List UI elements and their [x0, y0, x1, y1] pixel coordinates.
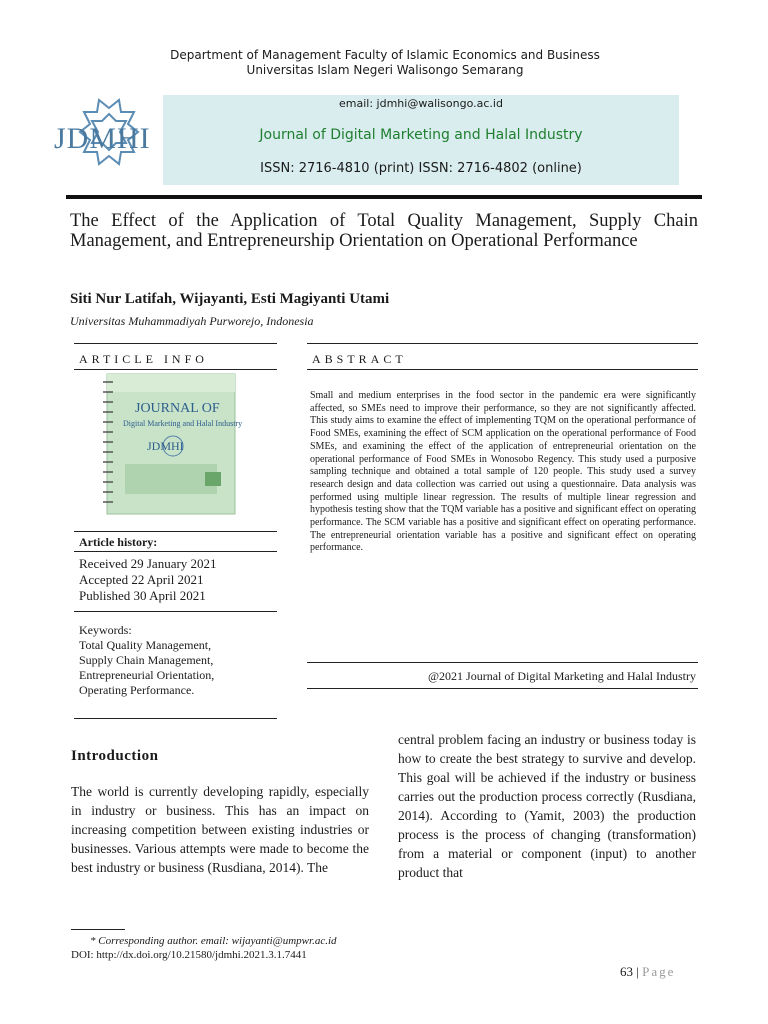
journal-issn: ISSN: 2716-4810 (print) ISSN: 2716-4802 (online): [260, 161, 582, 176]
received-date: Received 29 January 2021: [79, 556, 217, 571]
page-separator: |: [636, 964, 639, 979]
copyright-notice: @2021 Journal of Digital Marketing and Halal Industry: [428, 669, 696, 683]
article-info-heading: ARTICLE INFO: [79, 352, 208, 366]
keywords-block: [79, 623, 214, 698]
article-info-top-rule: [74, 343, 277, 344]
keyword-item: Total Quality Management,: [79, 638, 212, 652]
history-heading: Article history:: [79, 535, 158, 549]
copyright-bottom-rule: [307, 688, 698, 689]
doi-link[interactable]: DOI: http://dx.doi.org/10.21580/jdmhi.2021.3.1.7441: [71, 949, 307, 961]
department-header: [66, 48, 704, 78]
journal-title: Journal of Digital Marketing and Halal Industry: [259, 127, 583, 143]
history-top-rule: [74, 531, 277, 532]
keyword-item: Operating Performance.: [79, 683, 195, 697]
cover-title: JOURNAL OF: [135, 401, 220, 416]
body-left-column: The world is currently developing rapidly, especially in industry or business. This has an impact on increasing competition between existing industries or businesses. Various attempts were made to become the best industry or business (Rusdiana, 2014). The: [71, 784, 369, 875]
journal-email: email: jdmhi@walisongo.ac.id: [339, 97, 503, 110]
logo-text: JDMHI: [54, 122, 151, 155]
university-line: Universitas Islam Negeri Walisongo Semarang: [246, 63, 524, 77]
cover-graphic: [95, 372, 245, 518]
copyright-top-rule: [307, 662, 698, 663]
article-authors: Siti Nur Latifah, Wijayanti, Esti Magiyanti Utami: [70, 291, 390, 307]
footnote-rule: [71, 929, 125, 930]
history-heading-rule: [74, 551, 277, 552]
page-number: [620, 964, 675, 980]
journal-logo: [54, 94, 164, 194]
header-divider: [66, 195, 702, 199]
published-date: Published 30 April 2021: [79, 588, 206, 603]
keywords-heading: Keywords:: [79, 623, 132, 637]
keywords-bottom-rule: [74, 718, 277, 719]
abstract-heading-rule: [307, 369, 698, 370]
cover-subtitle: Digital Marketing and Halal Industry: [123, 419, 243, 428]
abstract-top-rule: [307, 343, 698, 344]
keywords-top-rule: [74, 611, 277, 612]
body-right-column: central problem facing an industry or business today is how to create the best strategy to survive and develop. This goal will be achieved if the industry or business carries out the production process correctly (Rusdiana, 2014). According to (Yamit, 2003) the production process is the process of changing (transformation) from a material or component (input) to another product that: [398, 732, 696, 880]
article-affiliation: Universitas Muhammadiyah Purworejo, Indonesia: [70, 314, 314, 328]
keyword-item: Entrepreneurial Orientation,: [79, 668, 215, 682]
page-number-value: 63: [620, 964, 633, 979]
page-word: Page: [642, 964, 676, 979]
department-line: Department of Management Faculty of Islamic Economics and Business: [170, 48, 600, 62]
abstract-text: Small and medium enterprises in the food sector in the pandemic era were significantly affected, so SMEs need to improve their performance, so they are not significantly affected. This study aims to examine the effect of implementing TQM on the operational performance of Food SMEs, examining the effect of SCM application on the operational performance of Food SMEs, and examining the effect of the application of entrepreneurial orientation on the operational performance of Food SMEs in Wonosobo Regency. This study used a purposive sampling technique and obtained a total sample of 120 people. This study used a survey research design and data collection was carried out using a questionnaire. Data analysis was performed using multiple linear regression. The results of multiple linear regression and hypothesis testing show that the TQM variable has a positive and significant effect on operating performance. The SCM variable has a positive and significant effect on operating performance. The entrepreneurial orientation variable has a positive and significant effect on operating performance.: [310, 390, 696, 554]
accepted-date: Accepted 22 April 2021: [79, 572, 204, 587]
introduction-heading: Introduction: [71, 748, 159, 764]
history-dates: [79, 556, 217, 604]
abstract-heading: ABSTRACT: [312, 352, 407, 366]
article-info-heading-rule: [74, 369, 277, 370]
journal-cover-image: [95, 372, 245, 518]
article-title: The Effect of the Application of Total Quality Management, Supply Chain Management, and Entrepreneurship Orientation on Operational Performance: [70, 211, 698, 251]
corresponding-author-footnote: * Corresponding author. email: wijayanti@umpwr.ac.id: [90, 935, 337, 947]
keyword-item: Supply Chain Management,: [79, 653, 214, 667]
cover-logo: JDMHI: [147, 439, 184, 453]
